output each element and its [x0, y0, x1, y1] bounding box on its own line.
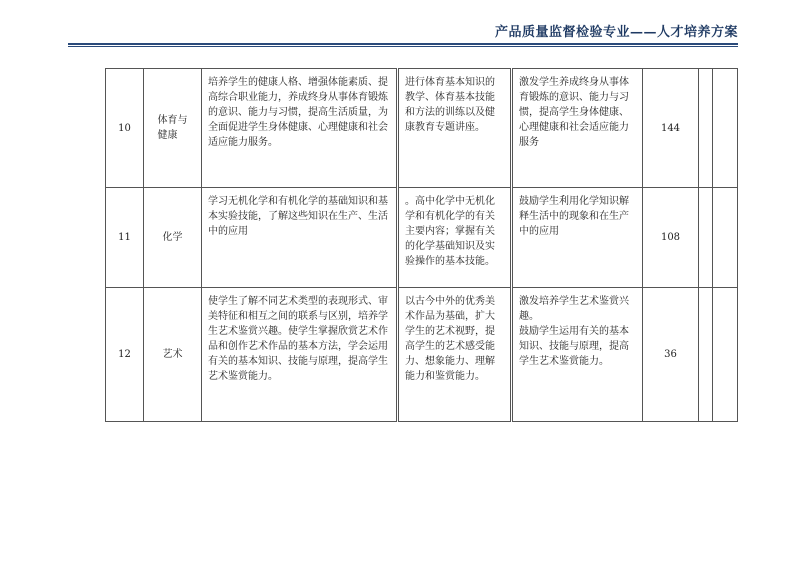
course-objectives: 学习无机化学和有机化学的基础知识和基本实验技能，了解这些知识在生产、生活中的应用: [202, 188, 398, 288]
course-extra-cell: [699, 69, 713, 188]
course-content: 以古今中外的优秀美术作品为基础，扩大学生的艺术视野，提高学生的艺术感受能力、想象能力、理解能力和鉴赏能力。: [398, 288, 512, 422]
course-extra-cell: [699, 188, 713, 288]
header-divider: [68, 43, 738, 47]
course-number: 12: [106, 288, 144, 422]
course-requirements: 激发学生养成终身从事体育锻炼的意识、能力与习惯，提高学生身体健康、心理健康和社会适应能力服务: [512, 69, 643, 188]
course-extra-cell: [713, 288, 738, 422]
course-content: 进行体育基本知识的教学、体育基本技能和方法的训练以及健康教育专题讲座。: [398, 69, 512, 188]
table-row: [106, 188, 738, 288]
course-objectives: 培养学生的健康人格、增强体能素质、提高综合职业能力，养成终身从事体育锻炼的意识、能力与习惯，提高生活质量，为全面促进学生身体健康、心理健康和社会适应能力服务。: [202, 69, 398, 188]
table-row: [106, 288, 738, 422]
course-hours: 144: [643, 69, 699, 188]
course-requirements: 鼓励学生利用化学知识解释生活中的现象和在生产中的应用: [512, 188, 643, 288]
course-name: 化学: [144, 188, 202, 288]
course-name: 体育与健康: [144, 69, 202, 188]
course-number: 10: [106, 69, 144, 188]
course-extra-cell: [713, 69, 738, 188]
course-number: 11: [106, 188, 144, 288]
course-requirements: 激发培养学生艺术鉴赏兴趣。 鼓励学生运用有关的基本知识、技能与原理，提高学生艺术鉴赏能力。: [512, 288, 643, 422]
course-hours: 108: [643, 188, 699, 288]
course-extra-cell: [699, 288, 713, 422]
course-extra-cell: [713, 188, 738, 288]
course-name: 艺术: [144, 288, 202, 422]
document-header-title: 产品质量监督检验专业——人才培养方案: [494, 25, 738, 40]
table-row: [106, 69, 738, 188]
course-table: [105, 68, 738, 422]
course-hours: 36: [643, 288, 699, 422]
course-content: 。高中化学中无机化学和有机化学的有关主要内容；掌握有关的化学基础知识及实验操作的基本技能。: [398, 188, 512, 288]
course-objectives: 使学生了解不同艺术类型的表现形式、审美特征和相互之间的联系与区别，培养学生艺术鉴赏兴趣。使学生掌握欣赏艺术作品和创作艺术作品的基本方法，学会运用有关的基本知识、技能与原理，提高学生艺术鉴赏能力。: [202, 288, 398, 422]
